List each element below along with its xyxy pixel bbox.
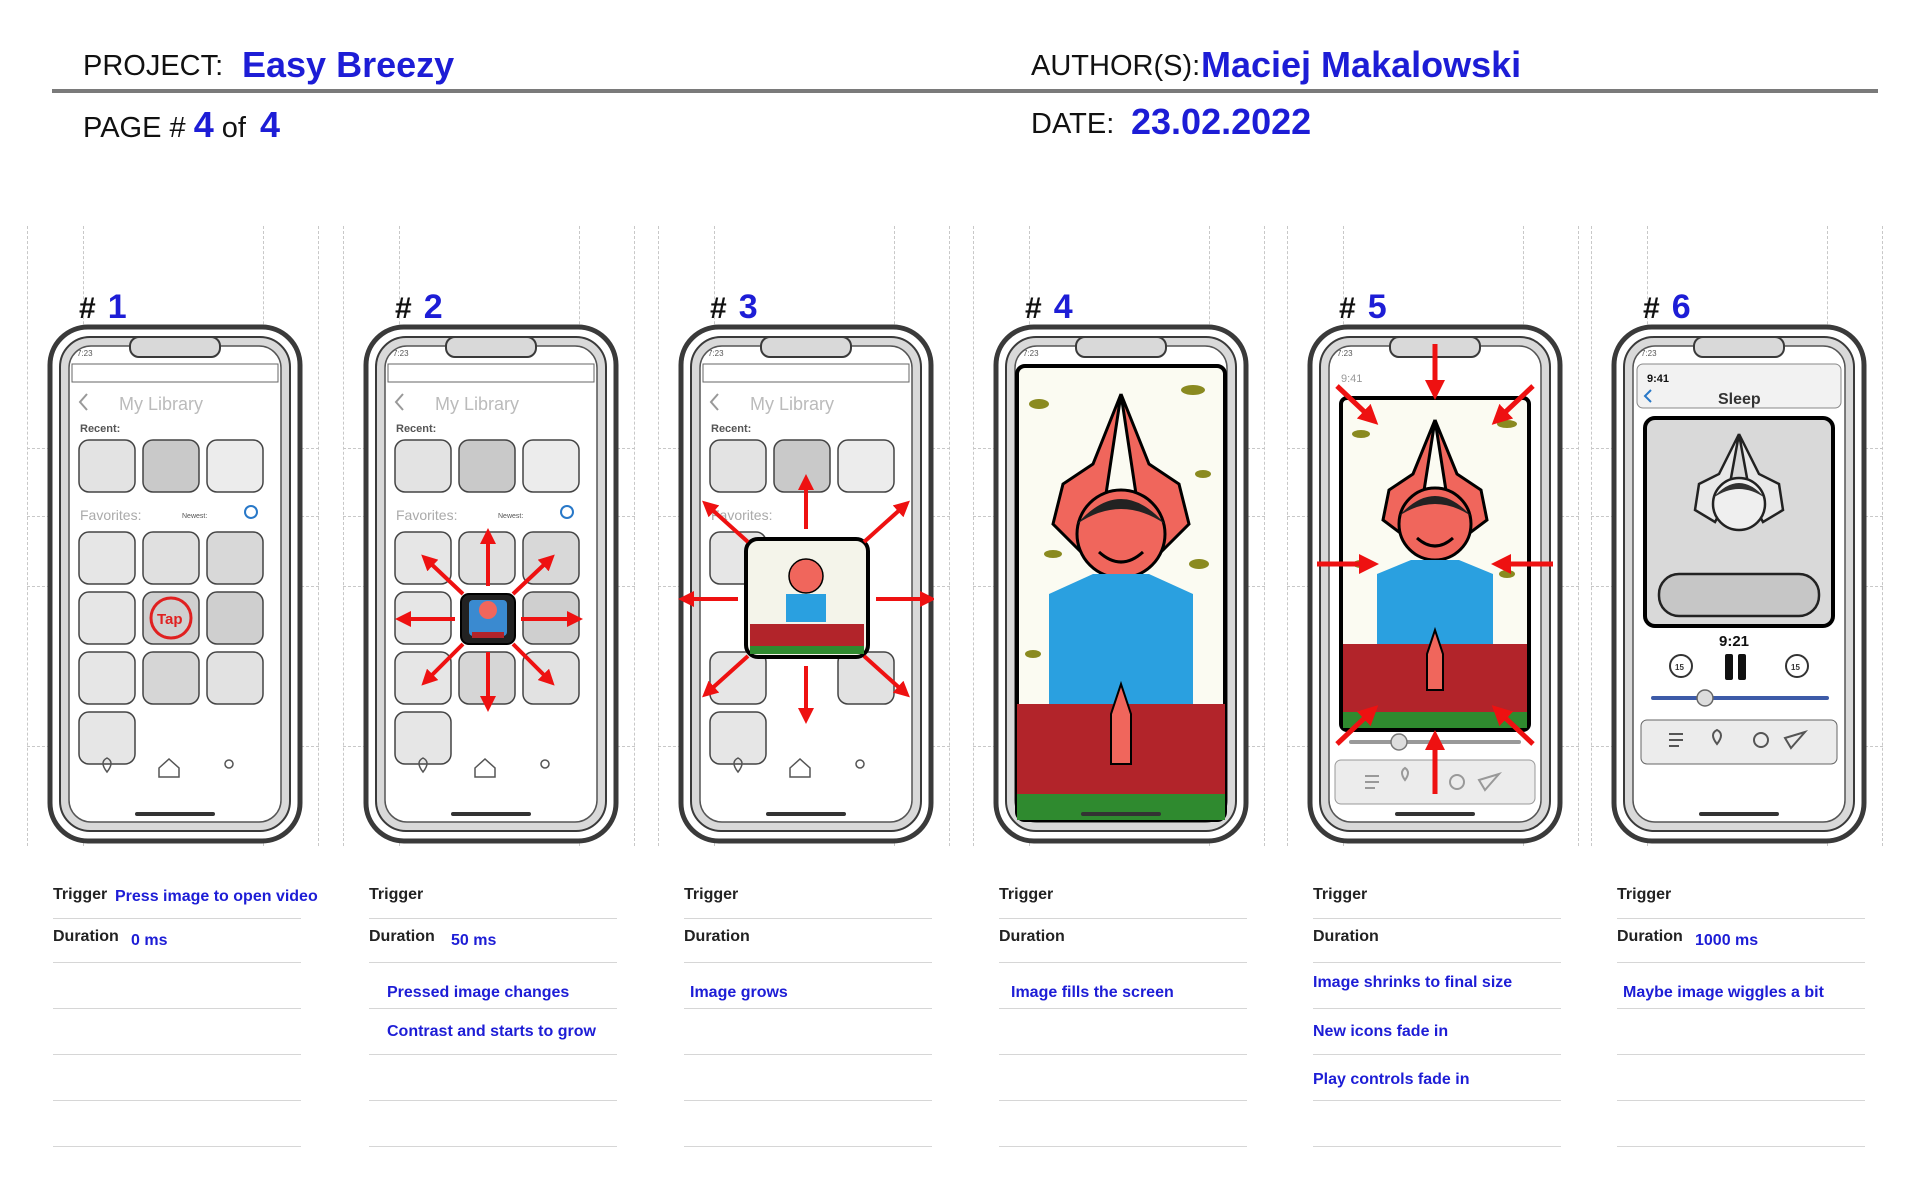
note-1: Maybe image wiggles a bit (1623, 984, 1824, 1001)
duration-label: Duration (684, 928, 750, 945)
svg-text:Recent:: Recent: (80, 423, 121, 435)
svg-text:15: 15 (1791, 663, 1800, 672)
svg-text:Recent:: Recent: (396, 423, 437, 435)
storyboard-frame-3 (658, 226, 950, 1170)
frame-number: # 6 (1643, 288, 1691, 326)
author-name: Maciej Makalowski (1201, 44, 1522, 85)
note-1: Image shrinks to final size (1313, 974, 1513, 991)
duration-value: 0 ms (131, 932, 168, 949)
frame-number: # 4 (1025, 288, 1073, 326)
svg-text:Favorites:: Favorites: (80, 507, 142, 523)
duration-label: Duration (999, 928, 1065, 945)
duration-value: 50 ms (451, 932, 497, 949)
page-of: of (221, 112, 246, 144)
phone-mockup (363, 324, 619, 844)
elapsed-time: 9:21 (1719, 633, 1750, 650)
svg-text:7:23: 7:23 (393, 349, 409, 358)
project-label: PROJECT: (83, 50, 224, 82)
page-label: PAGE # (83, 112, 186, 144)
note-2: New icons fade in (1313, 1023, 1449, 1040)
storyboard-frame-1 (27, 226, 319, 1170)
duration-label: Duration (53, 928, 119, 945)
duration-value: 1000 ms (1695, 932, 1759, 949)
date-label: DATE: (1031, 108, 1115, 140)
trigger-label: Trigger (999, 886, 1054, 903)
note-3: Play controls fade in (1313, 1071, 1470, 1088)
header-divider (52, 89, 1878, 93)
svg-text:My Library: My Library (750, 394, 835, 414)
phone-mockup (1611, 324, 1867, 844)
svg-text:Newest:: Newest: (182, 513, 208, 520)
video-title: Sleep (1718, 391, 1761, 408)
status-time: 7:23 (77, 349, 93, 358)
trigger-label: Trigger (53, 886, 108, 903)
frame-number: # 1 (79, 288, 127, 326)
trigger-label: Trigger (1617, 886, 1672, 903)
duration-label: Duration (1313, 928, 1379, 945)
trigger-label: Trigger (684, 886, 739, 903)
svg-text:7:23: 7:23 (708, 349, 724, 358)
project-name: Easy Breezy (242, 44, 455, 85)
svg-text:7:23: 7:23 (1023, 349, 1039, 358)
page-total: 4 (260, 104, 281, 145)
svg-text:Favorites:: Favorites: (396, 507, 458, 523)
svg-text:7:23: 7:23 (1641, 349, 1657, 358)
svg-text:Newest:: Newest: (498, 513, 524, 520)
frame-number: # 3 (710, 288, 758, 326)
page-indicator (83, 104, 280, 146)
progress-track[interactable] (1651, 696, 1829, 700)
svg-text:9:41: 9:41 (1341, 373, 1363, 385)
svg-text:15: 15 (1675, 663, 1684, 672)
note-1: Image fills the screen (1011, 984, 1174, 1001)
storyboard-frame-6 (1591, 226, 1883, 1170)
trigger-value: Press image to open video (115, 888, 318, 905)
svg-text:7:23: 7:23 (1337, 349, 1353, 358)
storyboard-frame-4 (973, 226, 1265, 1170)
trigger-label: Trigger (369, 886, 424, 903)
note-1: Image grows (690, 984, 788, 1001)
storyboard-frame-5 (1287, 226, 1579, 1170)
date-value: 23.02.2022 (1131, 101, 1312, 142)
screen-title: My Library (119, 394, 204, 414)
author-label: AUTHOR(S): (1031, 50, 1201, 82)
duration-label: Duration (369, 928, 435, 945)
tap-indicator: Tap (157, 611, 183, 628)
note-1: Pressed image changes (387, 984, 570, 1001)
frame-number: # 2 (395, 288, 443, 326)
duration-label: Duration (1617, 928, 1683, 945)
progress-thumb[interactable] (1697, 690, 1713, 706)
storyboard-frame-2 (343, 226, 635, 1170)
phone-mockup (678, 324, 934, 844)
page-current: 4 (193, 104, 214, 145)
pause-icon[interactable] (1725, 654, 1733, 680)
video-status-time: 9:41 (1647, 373, 1670, 385)
phone-mockup (1307, 324, 1563, 844)
frame-number: # 5 (1339, 288, 1387, 326)
note-2: Contrast and starts to grow (387, 1023, 596, 1040)
phone-mockup (993, 324, 1249, 844)
svg-text:My Library: My Library (435, 394, 520, 414)
svg-text:Recent:: Recent: (711, 423, 752, 435)
svg-text:Favorites:: Favorites: (711, 507, 773, 523)
trigger-label: Trigger (1313, 886, 1368, 903)
phone-mockup (47, 324, 303, 844)
